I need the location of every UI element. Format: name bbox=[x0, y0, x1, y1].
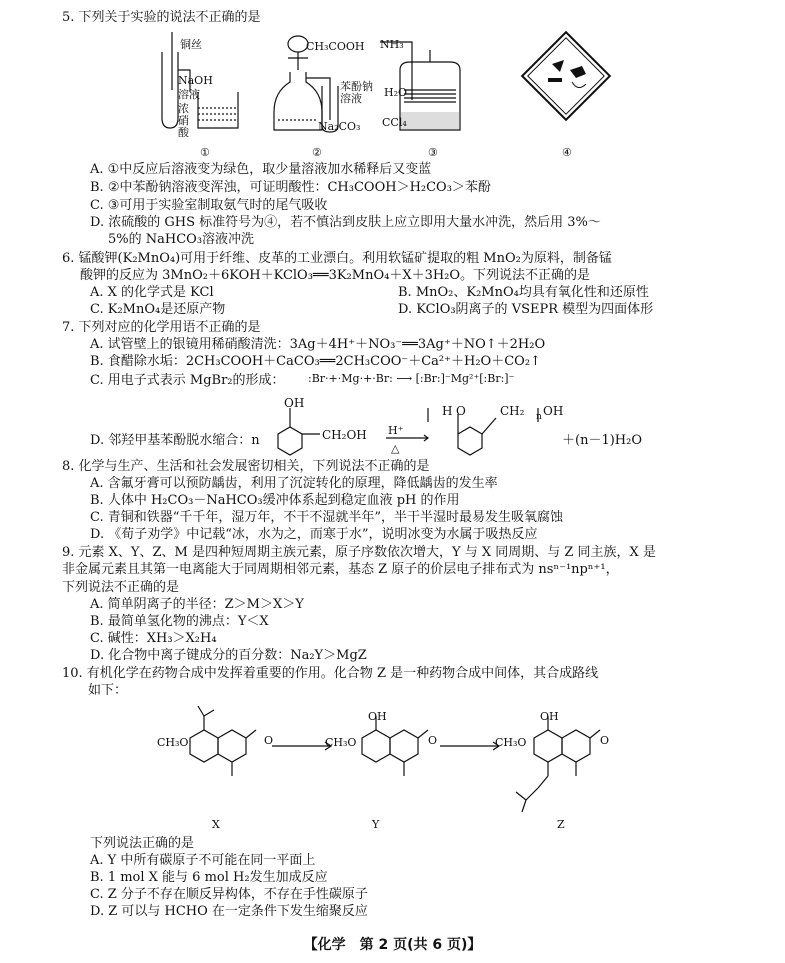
q7-stem: 7. 下列对应的化学用语不正确的是 bbox=[62, 320, 261, 335]
q7-d-heat: △ bbox=[391, 442, 400, 455]
q5-option-c: C. ③可用于实验室制取氨气时的尾气吸收 bbox=[90, 198, 328, 213]
q5-option-a: A. ①中反应后溶液变为绿色，取少量溶液加水稀释后又变蓝 bbox=[90, 162, 432, 177]
fig-label-naoh: NaOH bbox=[178, 74, 213, 87]
q9-option-b: B. 最简单氢化物的沸点：Y＜X bbox=[90, 614, 269, 629]
fig-label-nh3: NH₃ bbox=[380, 38, 404, 51]
q10-x-carbonyl-o: O bbox=[264, 734, 274, 747]
fig-number-1: ① bbox=[200, 146, 210, 159]
fig-number-3: ③ bbox=[428, 146, 438, 159]
q6-stem-line1: 6. 锰酸钾(K₂MnO₄)可用于纤维、皮革的工业漂白。利用软锰矿提取的粗 MnO₂为原料，制备锰 bbox=[62, 251, 612, 266]
fig-label-acid: 酸 bbox=[178, 126, 189, 139]
q10-stem-line1: 10. 有机化学在药物合成中发挥着重要的作用。化合物 Z 是一种药物合成中间体，其合成路线 bbox=[62, 666, 599, 681]
q7-option-c-electron-formula: :Br·+·Mg·+·Br: ⟶ [:Br:]⁻Mg²⁺[:Br:]⁻ bbox=[308, 372, 515, 385]
fig-number-4: ④ bbox=[562, 146, 572, 159]
q10-option-c: C. Z 分子不存在顺反异构体，不存在手性碳原子 bbox=[90, 887, 368, 902]
fig-number-2: ② bbox=[312, 146, 322, 159]
q10-ask: 下列说法正确的是 bbox=[90, 836, 195, 851]
fig-label-copper: 铜丝 bbox=[180, 38, 202, 51]
fig-label-phenoxide1: 苯酚钠 bbox=[340, 80, 373, 93]
q10-z-ch3o: CH₃O bbox=[495, 736, 527, 749]
q7-d-catalyst: H⁺ bbox=[388, 424, 404, 437]
q7-d-tail: ＋(n－1)H₂O bbox=[562, 433, 642, 448]
q10-x-ch3o: CH₃O bbox=[157, 736, 189, 749]
q7-d-poly-ch2: CH₂ bbox=[500, 404, 525, 418]
fig-label-conc: 浓 bbox=[178, 102, 189, 115]
q10-stem-line2: 如下： bbox=[88, 683, 128, 698]
q10-label-z: Z bbox=[557, 818, 565, 831]
q10-y-oh: OH bbox=[368, 710, 387, 723]
q7-option-d-prefix: D. 邻羟甲基苯酚脱水缩合：n bbox=[90, 433, 260, 448]
fig-label-na2co3: Na₂CO₃ bbox=[318, 120, 361, 133]
q10-y-carbonyl-o: O bbox=[428, 734, 438, 747]
q10-z-carbonyl-o: O bbox=[600, 734, 610, 747]
q8-option-c: C. 青铜和铁器“千千年，湿万年，不干不湿就半年”，半干半湿时最易发生吸氧腐蚀 bbox=[90, 510, 564, 525]
q9-option-d: D. 化合物中离子键成分的百分数：Na₂Y＞MgZ bbox=[90, 648, 367, 663]
fig-label-ccl4: CCl₄ bbox=[382, 116, 407, 129]
fig-label-acetic: CH₃COOH bbox=[306, 40, 365, 53]
q6-option-c: C. K₂MnO₄是还原产物 bbox=[90, 302, 226, 317]
q7-option-a: A. 试管壁上的银镜用稀硝酸清洗：3Ag＋4H⁺＋NO₃⁻══3Ag⁺＋NO↑＋2H₂O bbox=[90, 337, 546, 352]
q7-d-poly-o: O bbox=[456, 404, 466, 418]
fig-label-phenoxide2: 溶液 bbox=[340, 92, 362, 105]
fig-label-nitric: 硝 bbox=[178, 114, 189, 127]
q7-d-oh: OH bbox=[284, 396, 305, 410]
q6-stem-line2: 酸钾的反应为 3MnO₂＋6KOH＋KClO₃══3K₂MnO₄＋X＋3H₂O。下列说法不正确的是 bbox=[80, 268, 591, 283]
q5-option-d: D. 浓硫酸的 GHS 标准符号为④，若不慎沾到皮肤上应立即用大量水冲洗，然后用 3%～ bbox=[90, 215, 601, 230]
q10-label-x: X bbox=[212, 818, 220, 831]
q10-label-y: Y bbox=[372, 818, 380, 831]
page-footer: 【化学 第 2 页(共 6 页)】 bbox=[303, 937, 482, 953]
q6-option-a: A. X 的化学式是 KCl bbox=[90, 285, 214, 300]
q8-option-b: B. 人体中 H₂CO₃－NaHCO₃缓冲体系起到稳定血液 pH 的作用 bbox=[90, 493, 460, 508]
q6-option-d: D. KClO₃阴离子的 VSEPR 模型为四面体形 bbox=[398, 302, 654, 317]
q10-z-oh: OH bbox=[540, 710, 559, 723]
q6-option-b: B. MnO₂、K₂MnO₄均具有氧化性和还原性 bbox=[398, 285, 649, 300]
q5-apparatus-figure bbox=[150, 30, 780, 158]
q8-stem: 8. 化学与生产、生活和社会发展密切相关，下列说法不正确的是 bbox=[62, 459, 430, 474]
q10-option-d: D. Z 可以与 HCHO 在一定条件下发生缩聚反应 bbox=[90, 904, 368, 919]
q10-option-b: B. 1 mol X 能与 6 mol H₂发生加成反应 bbox=[90, 870, 328, 885]
q10-y-ch3o: CH₃O bbox=[325, 736, 357, 749]
q7-option-b: B. 食醋除水垢：2CH₃COOH＋CaCO₃══2CH₃COO⁻＋Ca²⁺＋H₂O＋CO₂↑ bbox=[90, 354, 541, 369]
q7-d-poly-h: H bbox=[442, 404, 453, 418]
q7-d-poly-n: n bbox=[536, 412, 542, 422]
q9-stem-line2: 非金属元素且其第一电离能大于同周期相邻元素，基态 Z 原子的价层电子排布式为 nsⁿ⁻¹npⁿ⁺¹， bbox=[62, 562, 619, 577]
q9-option-a: A. 简单阴离子的半径：Z＞M＞X＞Y bbox=[90, 597, 304, 612]
q5-option-d-cont: 5%的 NaHCO₃溶液冲洗 bbox=[108, 232, 255, 247]
q7-option-c: C. 用电子式表示 MgBr₂的形成： bbox=[90, 373, 285, 388]
q5-stem: 5. 下列关于实验的说法不正确的是 bbox=[62, 10, 261, 25]
q8-option-d: D. 《荀子劝学》中记载“冰，水为之，而寒于水”，说明冰变为水属于吸热反应 bbox=[90, 527, 538, 542]
q10-option-a: A. Y 中所有碳原子不可能在同一平面上 bbox=[90, 853, 316, 868]
q9-option-c: C. 碱性：XH₃＞X₂H₄ bbox=[90, 631, 217, 646]
q7-d-poly-end: OH bbox=[543, 404, 564, 418]
q8-option-a: A. 含氟牙膏可以预防龋齿，利用了沉淀转化的原理，降低龋齿的发生率 bbox=[90, 476, 498, 491]
fig-label-solution: 溶液 bbox=[178, 88, 200, 101]
q5-option-b: B. ②中苯酚钠溶液变浑浊，可证明酸性：CH₃COOH＞H₂CO₃＞苯酚 bbox=[90, 180, 491, 195]
q9-stem-line1: 9. 元素 X、Y、Z、M 是四种短周期主族元素，原子序数依次增大，Y 与 X 同周期、与 Z 同主族，X 是 bbox=[62, 545, 656, 560]
fig-label-h2o: H₂O bbox=[384, 86, 408, 99]
q7-d-ch2oh: CH₂OH bbox=[322, 428, 367, 442]
q9-stem-line3: 下列说法不正确的是 bbox=[62, 580, 180, 595]
